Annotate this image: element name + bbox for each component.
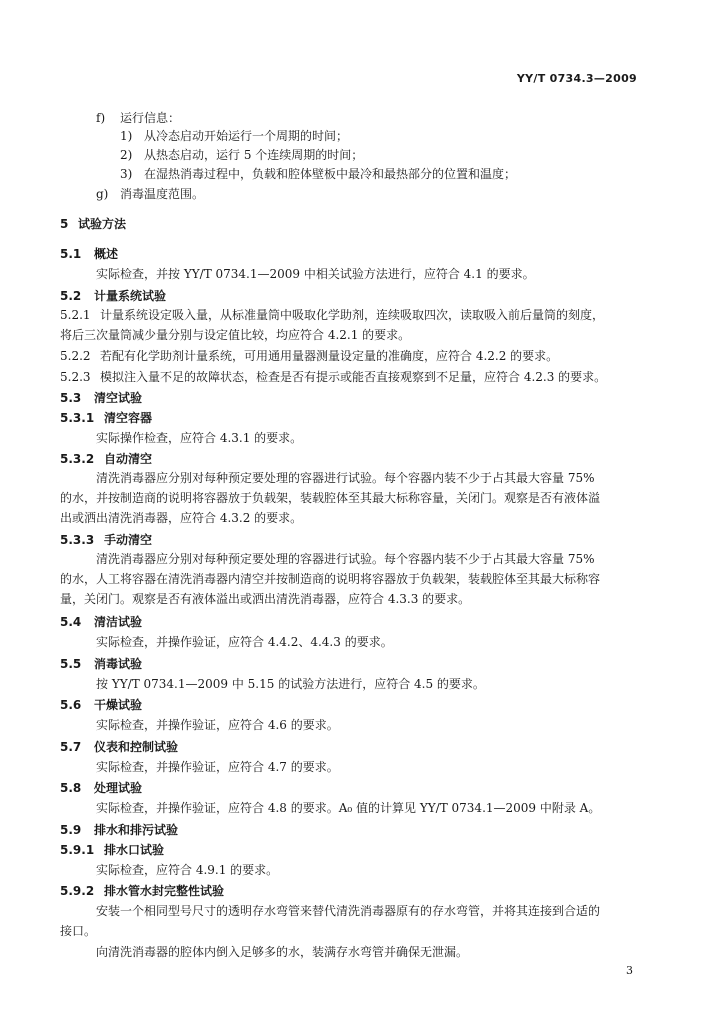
paragraph: 向清洗消毒器的腔体内倒入足够多的水，装满存水弯管并确保无泄漏。 bbox=[96, 945, 469, 959]
paragraph: 将后三次量筒减少量分别与设定值比较，均应符合 4.2.1 的要求。 bbox=[60, 328, 411, 342]
section-heading: 5.7 仪表和控制试验 bbox=[60, 740, 179, 754]
section-heading: 5.9 排水和排污试验 bbox=[60, 823, 179, 837]
list-item: 3) 在湿热消毒过程中，负载和腔体壁板中最冷和最热部分的位置和温度； bbox=[120, 167, 517, 181]
paragraph: 实际检查，并操作验证，应符合 4.8 的要求。A₀ 值的计算见 YY/T 0734.1—2009 中附录 A。 bbox=[96, 801, 601, 815]
paragraph: 清洗消毒器应分别对每种预定要处理的容器进行试验。每个容器内装不少于占其最大容量 75% bbox=[96, 552, 595, 566]
paragraph: 的水，人工将容器在清洗消毒器内清空并按制造商的说明将容器放于负载架，装载腔体至其最大标称容 bbox=[60, 572, 601, 586]
paragraph: 实际检查，并按 YY/T 0734.1—2009 中相关试验方法进行，应符合 4.1 的要求。 bbox=[96, 267, 535, 281]
paragraph: 的水，并按制造商的说明将容器放于负载架，装载腔体至其最大标称容量，关闭门。观察是否有液体溢 bbox=[60, 491, 601, 505]
paragraph: 实际检查，应符合 4.9.1 的要求。 bbox=[96, 863, 279, 877]
paragraph: 5.2.2 若配有化学助剂计量系统，可用通用量器测量设定量的准确度，应符合 4.2.2 的要求。 bbox=[60, 349, 559, 363]
section-heading: 5.9.1 排水口试验 bbox=[60, 843, 165, 857]
paragraph: 接口。 bbox=[60, 924, 97, 938]
list-item: 1) 从冷态启动开始运行一个周期的时间； bbox=[120, 129, 349, 143]
section-heading: 5 试验方法 bbox=[60, 217, 127, 231]
paragraph: 出或洒出清洗消毒器，应符合 4.3.2 的要求。 bbox=[60, 511, 303, 525]
list-item: f) 运行信息： bbox=[96, 111, 181, 125]
section-heading: 5.9.2 排水管水封完整性试验 bbox=[60, 884, 225, 898]
section-heading: 5.1 概述 bbox=[60, 247, 119, 261]
section-heading: 5.8 处理试验 bbox=[60, 781, 143, 795]
list-item: 2) 从热态启动，运行 5 个连续周期的时间； bbox=[120, 148, 364, 162]
paragraph: 安装一个相同型号尺寸的透明存水弯管来替代清洗消毒器原有的存水弯管，并将其连接到合适的 bbox=[96, 904, 601, 918]
paragraph: 按 YY/T 0734.1—2009 中 5.15 的试验方法进行，应符合 4.5 的要求。 bbox=[96, 677, 485, 691]
paragraph: 实际检查，并操作验证，应符合 4.7 的要求。 bbox=[96, 760, 339, 774]
section-heading: 5.3.1 清空容器 bbox=[60, 411, 153, 425]
section-heading: 5.5 消毒试验 bbox=[60, 657, 143, 671]
paragraph: 实际操作检查，应符合 4.3.1 的要求。 bbox=[96, 431, 303, 445]
section-heading: 5.2 计量系统试验 bbox=[60, 289, 167, 303]
paragraph: 5.2.3 模拟注入量不足的故障状态，检查是否有提示或能否直接观察到不足量，应符合 4.2.3 的要求。 bbox=[60, 370, 607, 384]
section-heading: 5.3.3 手动清空 bbox=[60, 533, 153, 547]
paragraph: 实际检查，并操作验证，应符合 4.4.2、4.4.3 的要求。 bbox=[96, 635, 393, 649]
section-heading: 5.3.2 自动清空 bbox=[60, 452, 153, 466]
section-heading: 5.4 清洁试验 bbox=[60, 615, 143, 629]
section-heading: 5.3 清空试验 bbox=[60, 391, 143, 405]
paragraph: 实际检查，并操作验证，应符合 4.6 的要求。 bbox=[96, 718, 339, 732]
paragraph: 量，关闭门。观察是否有液体溢出或洒出清洗消毒器，应符合 4.3.3 的要求。 bbox=[60, 592, 471, 606]
paragraph: 清洗消毒器应分别对每种预定要处理的容器进行试验。每个容器内装不少于占其最大容量 75% bbox=[96, 471, 595, 485]
list-item: g) 消毒温度范围。 bbox=[96, 187, 205, 201]
page-number: 3 bbox=[626, 964, 633, 977]
paragraph: 5.2.1 计量系统设定吸入量，从标准量筒中吸取化学助剂，连续吸取四次，读取吸入前后量筒的刻度， bbox=[60, 308, 605, 322]
standard-header: YY/T 0734.3—2009 bbox=[516, 72, 637, 85]
section-heading: 5.6 干燥试验 bbox=[60, 698, 143, 712]
